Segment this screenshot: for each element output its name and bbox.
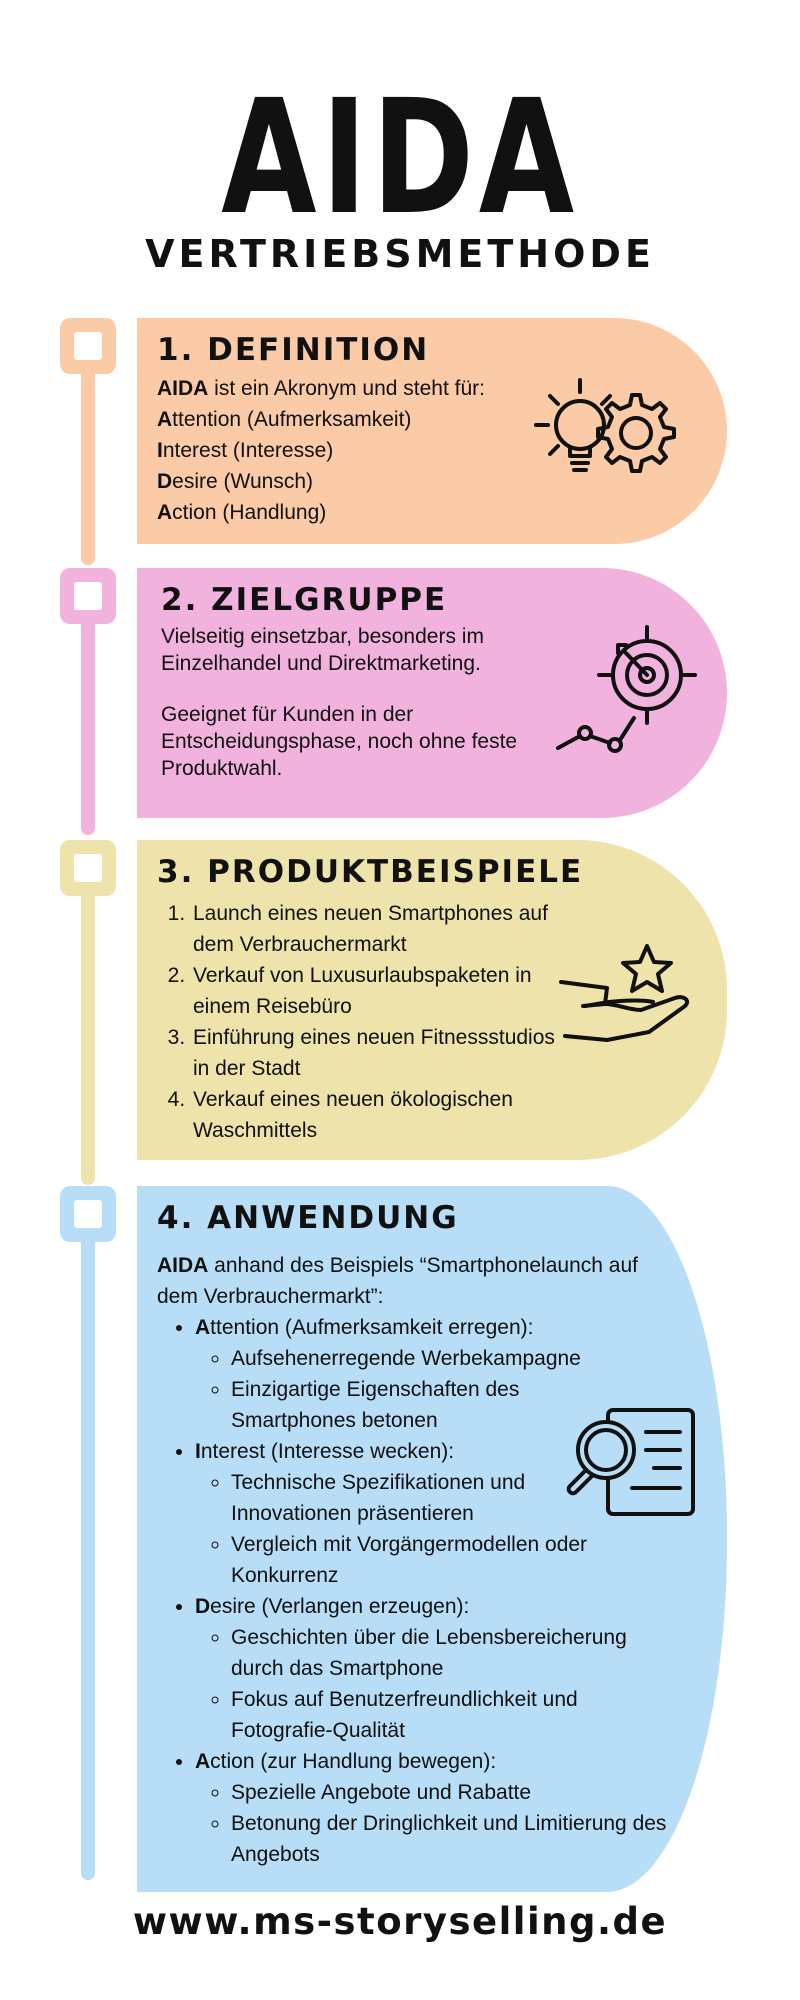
- anwendung-group: • Interest (Interesse wecken): ◦ Technische Spezifikationen und Innovationen präsentieren ◦ Vergleich mit Vorgängermodellen oder Konkurrenz: [195, 1436, 677, 1591]
- definition-item: Action (Handlung): [157, 501, 327, 524]
- list-item: ◦ Einzigartige Eigenschaften des Smartphones betonen: [231, 1374, 541, 1436]
- definition-item: Interest (Interesse): [157, 439, 334, 462]
- anwendung-group: • Action (zur Handlung bewegen): ◦ Spezielle Angebote und Rabatte ◦ Betonung der Dringlichkeit und Limitierung des Angebots: [195, 1746, 677, 1870]
- anwendung-body: [157, 1250, 677, 1870]
- list-item: ◦ Spezielle Angebote und Rabatte: [231, 1777, 677, 1808]
- zielgruppe-card: [137, 568, 727, 818]
- definition-item: Desire (Wunsch): [157, 470, 313, 493]
- definition-card: [137, 318, 727, 544]
- list-item: ◦ Vergleich mit Vorgängermodellen oder Konkurrenz: [231, 1529, 677, 1591]
- definition-item: Attention (Aufmerksamkeit): [157, 408, 412, 431]
- list-item: ◦ Betonung der Dringlichkeit und Limitierung des Angebots: [231, 1808, 677, 1870]
- produktbeispiele-list: [157, 898, 557, 1146]
- definition-title: 1. DEFINITION: [157, 332, 430, 368]
- anwendung-list: [157, 1312, 677, 1870]
- page-subtitle: VERTRIEBSMETHODE: [145, 232, 655, 276]
- zielgruppe-title: 2. ZIELGRUPPE: [161, 582, 448, 618]
- list-item: ◦ Aufsehenerregende Werbekampagne: [231, 1343, 677, 1374]
- definition-body: [157, 373, 537, 528]
- document-search-icon: [562, 1404, 697, 1519]
- timeline-node-produktbeispiele: [60, 840, 116, 896]
- anwendung-group: • Attention (Aufmerksamkeit erregen): ◦ Aufsehenerregende Werbekampagne ◦ Einzigartige Eigenschaften des Smartphones betonen: [195, 1312, 677, 1436]
- timeline-line-anwendung: [81, 1200, 95, 1880]
- zielgruppe-paragraph-1: Vielseitig einsetzbar, besonders im Einzelhandel und Direktmarketing.: [161, 625, 484, 675]
- timeline-line-produktbeispiele: [81, 855, 95, 1185]
- anwendung-intro: AIDA anhand des Beispiels “Smartphonelaunch auf dem Verbrauchermarkt”:: [157, 1254, 638, 1308]
- timeline-node-zielgruppe: [60, 568, 116, 624]
- footer-url: www.ms-storyselling.de: [132, 1900, 668, 1943]
- lightbulb-gear-icon: [532, 370, 702, 490]
- definition-intro: AIDA ist ein Akronym und steht für:: [157, 377, 485, 400]
- anwendung-card: [137, 1186, 727, 1892]
- anwendung-group: • Desire (Verlangen erzeugen): ◦ Geschichten über die Lebensbereicherung durch das Smartphone ◦ Fokus auf Benutzerfreundlichkeit und Fotografie-Qualität: [195, 1591, 677, 1746]
- hand-star-icon: [557, 940, 707, 1050]
- page-title: AIDA: [221, 66, 579, 250]
- list-item: 3. Einführung eines neuen Fitnessstudios in der Stadt: [191, 1022, 557, 1084]
- list-item: 1. Launch eines neuen Smartphones auf dem Verbrauchermarkt: [191, 898, 557, 960]
- zielgruppe-body: [161, 623, 541, 782]
- timeline-node-anwendung: [60, 1186, 116, 1242]
- produktbeispiele-title: 3. PRODUKTBEISPIELE: [157, 854, 584, 890]
- anwendung-title: 4. ANWENDUNG: [157, 1200, 459, 1236]
- list-item: 2. Verkauf von Luxusurlaubspaketen in einem Reisebüro: [191, 960, 557, 1022]
- produktbeispiele-card: [137, 840, 727, 1160]
- list-item: ◦ Technische Spezifikationen und Innovationen präsentieren: [231, 1467, 571, 1529]
- list-item: 4. Verkauf eines neuen ökologischen Waschmittels: [191, 1084, 557, 1146]
- target-growth-icon: [552, 623, 702, 753]
- zielgruppe-paragraph-2: Geeignet für Kunden in der Entscheidungsphase, noch ohne feste Produktwahl.: [161, 703, 518, 780]
- list-item: ◦ Fokus auf Benutzerfreundlichkeit und Fotografie-Qualität: [231, 1684, 677, 1746]
- timeline-node-definition: [60, 318, 116, 374]
- list-item: ◦ Geschichten über die Lebensbereicherung durch das Smartphone: [231, 1622, 677, 1684]
- produktbeispiele-body: [157, 898, 557, 1146]
